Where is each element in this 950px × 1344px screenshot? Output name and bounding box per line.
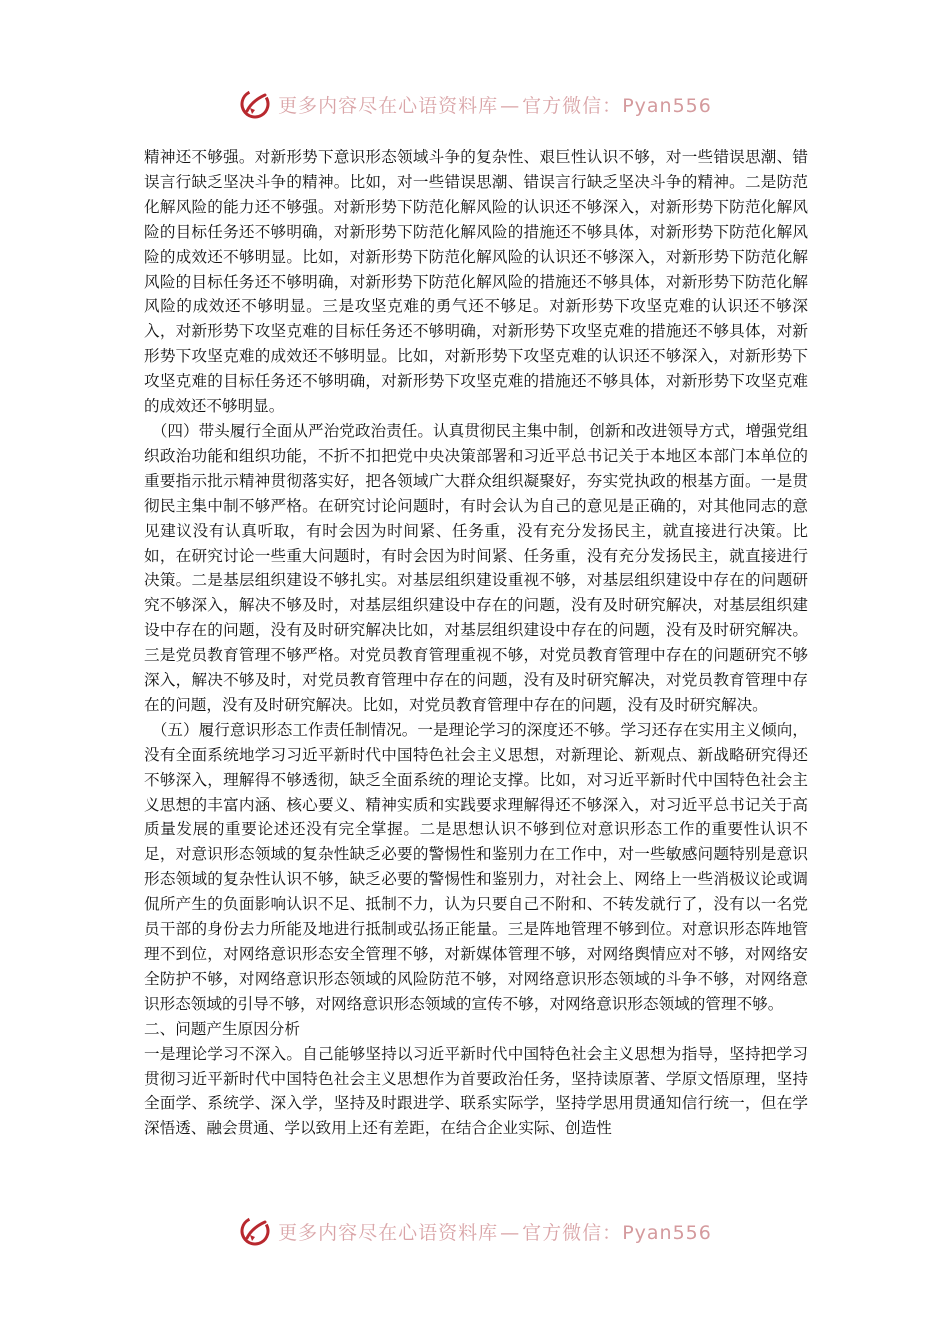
watermark-wechat-id: Pyan556 <box>622 94 712 117</box>
header-watermark-banner <box>0 82 950 126</box>
document-body <box>144 145 808 1141</box>
watermark-text <box>278 1218 712 1245</box>
paragraph-section-five: （五）履行意识形态工作责任制情况。一是理论学习的深度还不够。学习还存在实用主义倾向，没有全面系统地学习习近平新时代中国特色社会主义思想，对新理论、新观点、新战略研究得还不够深入，理解得不够透彻，缺乏全面系统的理论支撑。比如，对习近平新时代中国特色社会主义思想的丰富内涵、核心要义、精神实质和实践要求理解得还不够深入，对习近平总书记关于高质量发展的重要论述还没有完全掌握。二是思想认识不够到位对意识形态工作的重要性认识不足，对意识形态领域的复杂性缺乏必要的警惕性和鉴别力在工作中，对一些敏感问题特别是意识形态领域的复杂性认识不够，缺乏必要的警惕性和鉴别力，对社会上、网络上一些消极议论或调侃所产生的负面影响认识不足、抵制不力，认为只要自己不附和、不转发就行了，没有以一名党员干部的身份去力所能及地进行抵制或弘扬正能量。三是阵地管理不够到位。对意识形态阵地管理不到位，对网络意识形态安全管理不够，对新媒体管理不够，对网络舆情应对不够，对网络安全防护不够，对网络意识形态领域的风险防范不够，对网络意识形态领域的斗争不够，对网络意识形态领域的引导不够，对网络意识形态领域的宣传不够，对网络意识形态领域的管理不够。 <box>144 720 808 1013</box>
watermark-text <box>278 91 712 118</box>
paragraph-section-four: （四）带头履行全面从严治党政治责任。认真贯彻民主集中制，创新和改进领导方式，增强党组织政治功能和组织功能，不折不扣把党中央决策部署和习近平总书记关于本地区本部门本单位的重要指示批示精神贯彻落实好，把各领域广大群众组织凝聚好，夯实党执政的根基方面。一是贯彻民主集中制不够严格。在研究讨论问题时，有时会认为自己的意见是正确的，对其他同志的意见建议没有认真听取，有时会因为时间紧、任务重，没有充分发扬民主，就直接进行决策。比如，在研究讨论一些重大问题时，有时会因为时间紧、任务重，没有充分发扬民主，就直接进行决策。二是基层组织建设不够扎实。对基层组织建设重视不够，对基层组织建设中存在的问题研究不够深入，解决不够及时，对基层组织建设中存在的问题，没有及时研究解决，对基层组织建设中存在的问题，没有及时研究解决比如，对基层组织建设中存在的问题，没有及时研究解决。三是党员教育管理不够严格。对党员教育管理重视不够，对党员教育管理中存在的问题研究不够深入，解决不够及时，对党员教育管理中存在的问题，没有及时研究解决，对党员教育管理中存在的问题，没有及时研究解决。比如，对党员教育管理中存在的问题，没有及时研究解决。 <box>144 421 808 714</box>
watermark-wechat-id: Pyan556 <box>622 1221 712 1244</box>
watermark-dash: — <box>500 1221 521 1244</box>
paragraph-theory-study: 一是理论学习不深入。自己能够坚持以习近平新时代中国特色社会主义思想为指导，坚持把学习贯彻习近平新时代中国特色社会主义思想作为首要政治任务，坚持读原著、学原文悟原理，坚持全面学、系统学、深入学，坚持及时跟进学、联系实际学，坚持学思用贯通知信行统一，但在学深悟透、融会贯通、学以致用上还有差距，在结合企业实际、创造性 <box>144 1044 808 1138</box>
watermark-site-name: 更多内容尽在心语资料库 <box>278 1221 499 1244</box>
watermark-site-name: 更多内容尽在心语资料库 <box>278 94 499 117</box>
watermark-official-label: 官方微信： <box>522 94 623 117</box>
section-heading-cause-analysis: 二、问题产生原因分析 <box>144 1019 300 1038</box>
footer-watermark-banner <box>0 1209 950 1253</box>
watermark-dash: — <box>500 94 521 117</box>
brush-circle-logo-icon <box>238 87 272 121</box>
paragraph-continuation: 精神还不够强。对新形势下意识形态领域斗争的复杂性、艰巨性认识不够，对一些错误思潮、错误言行缺乏坚决斗争的精神。比如，对一些错误思潮、错误言行缺乏坚决斗争的精神。二是防范化解风险的能力还不够强。对新形势下防范化解风险的认识还不够深入，对新形势下防范化解风险的目标任务还不够明确，对新形势下防范化解风险的措施还不够具体，对新形势下防范化解风险的成效还不够明显。比如，对新形势下防范化解风险的认识还不够深入，对新形势下防范化解风险的目标任务还不够明确，对新形势下防范化解风险的措施还不够具体，对新形势下防范化解风险的成效还不够明显。三是攻坚克难的勇气还不够足。对新形势下攻坚克难的认识还不够深入，对新形势下攻坚克难的目标任务还不够明确，对新形势下攻坚克难的措施还不够具体，对新形势下攻坚克难的成效还不够明显。比如，对新形势下攻坚克难的认识还不够深入，对新形势下攻坚克难的目标任务还不够明确，对新形势下攻坚克难的措施还不够具体，对新形势下攻坚克难的成效还不够明显。 <box>144 148 808 416</box>
brush-circle-logo-icon <box>238 1214 272 1248</box>
watermark-official-label: 官方微信： <box>522 1221 623 1244</box>
